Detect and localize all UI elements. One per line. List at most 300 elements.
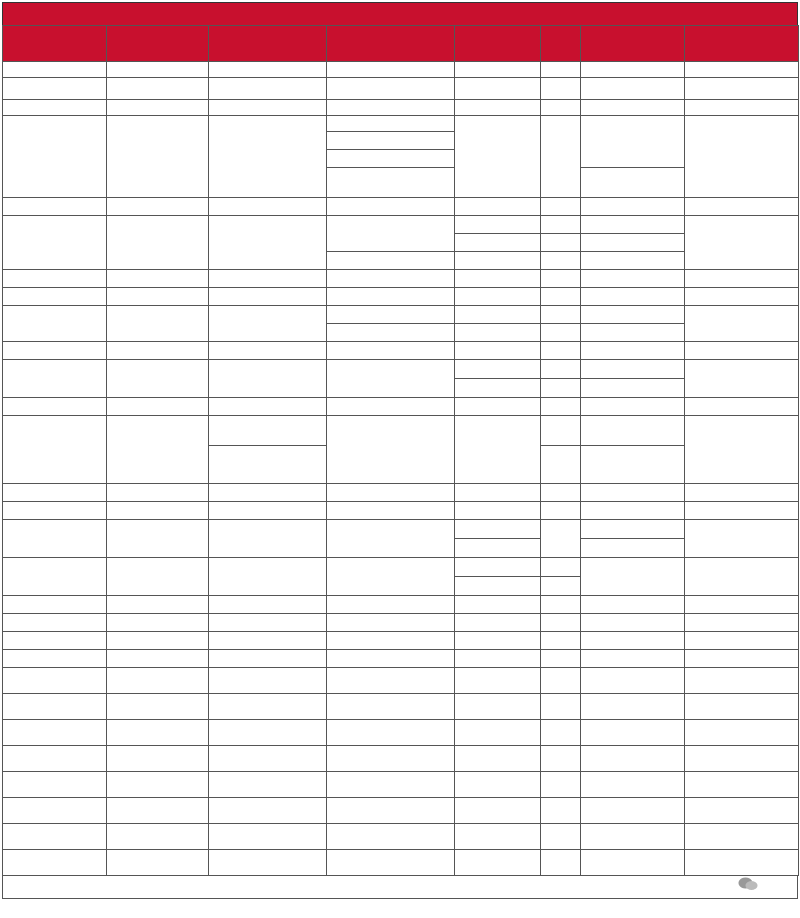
table-row	[3, 116, 799, 132]
header-row	[3, 26, 799, 62]
table-row	[3, 614, 799, 632]
table-row	[3, 78, 799, 100]
table-cell	[107, 416, 209, 484]
table-cell	[209, 484, 327, 502]
table-cell	[455, 398, 541, 416]
table-cell	[327, 694, 455, 720]
table-cell	[3, 484, 107, 502]
table-cell	[107, 824, 209, 850]
table-cell	[3, 798, 107, 824]
col-header	[685, 26, 799, 62]
table-cell	[455, 694, 541, 720]
table-cell	[541, 446, 581, 484]
table-cell	[107, 62, 209, 78]
table-cell	[455, 116, 541, 198]
table-cell	[455, 416, 541, 484]
table-cell	[327, 614, 455, 632]
table-cell	[581, 772, 685, 798]
admission-table	[2, 25, 799, 876]
table-cell	[3, 720, 107, 746]
table-cell	[455, 632, 541, 650]
table-cell	[581, 100, 685, 116]
table-cell	[541, 650, 581, 668]
col-header	[209, 26, 327, 62]
table-cell	[209, 416, 327, 446]
table-cell	[541, 798, 581, 824]
table-cell	[455, 198, 541, 216]
table-cell	[581, 850, 685, 876]
table-cell	[541, 772, 581, 798]
table-cell	[685, 558, 799, 596]
table-row	[3, 668, 799, 694]
table-cell	[455, 824, 541, 850]
table-cell	[541, 234, 581, 252]
table-cell	[327, 324, 455, 342]
table-cell	[685, 520, 799, 558]
table-cell	[3, 288, 107, 306]
table-row	[3, 772, 799, 798]
table-cell	[581, 216, 685, 234]
table-cell	[209, 772, 327, 798]
table-cell	[581, 379, 685, 398]
table-cell	[3, 270, 107, 288]
table-cell	[685, 78, 799, 100]
table-cell	[581, 614, 685, 632]
table-cell	[455, 234, 541, 252]
table-cell	[541, 342, 581, 360]
table-cell	[209, 198, 327, 216]
table-cell	[455, 379, 541, 398]
table-cell	[581, 62, 685, 78]
table-row	[3, 720, 799, 746]
table-cell	[107, 668, 209, 694]
table-cell	[107, 694, 209, 720]
table-cell	[107, 288, 209, 306]
table-cell	[3, 78, 107, 100]
table-cell	[455, 306, 541, 324]
table-cell	[327, 168, 455, 198]
table-cell	[685, 360, 799, 398]
table-cell	[209, 116, 327, 198]
table-cell	[209, 650, 327, 668]
table-cell	[455, 216, 541, 234]
table-cell	[455, 100, 541, 116]
table-cell	[327, 132, 455, 150]
table-cell	[327, 850, 455, 876]
table-row	[3, 416, 799, 446]
table-cell	[581, 398, 685, 416]
table-cell	[541, 116, 581, 198]
table-cell	[581, 446, 685, 484]
table-cell	[541, 270, 581, 288]
table-cell	[209, 360, 327, 398]
table-cell	[541, 596, 581, 614]
table-cell	[327, 198, 455, 216]
table-cell	[581, 324, 685, 342]
table-cell	[581, 798, 685, 824]
table-row	[3, 398, 799, 416]
table-cell	[455, 577, 541, 596]
table-cell	[685, 772, 799, 798]
table-cell	[541, 720, 581, 746]
table-row	[3, 558, 799, 577]
table-cell	[3, 360, 107, 398]
table-cell	[581, 650, 685, 668]
table-cell	[327, 416, 455, 484]
table-cell	[455, 502, 541, 520]
table-cell	[581, 632, 685, 650]
table-cell	[209, 558, 327, 596]
table-cell	[3, 694, 107, 720]
table-cell	[685, 746, 799, 772]
table-row	[3, 694, 799, 720]
table-cell	[209, 270, 327, 288]
table-cell	[685, 416, 799, 484]
table-cell	[541, 62, 581, 78]
table-cell	[581, 288, 685, 306]
table-cell	[581, 694, 685, 720]
table-cell	[107, 632, 209, 650]
table-cell	[581, 746, 685, 772]
table-cell	[3, 100, 107, 116]
table-row	[3, 632, 799, 650]
table-cell	[685, 596, 799, 614]
table-cell	[541, 558, 581, 577]
table-cell	[541, 416, 581, 446]
document-frame	[2, 2, 798, 899]
table-cell	[3, 558, 107, 596]
table-cell	[581, 558, 685, 596]
table-cell	[455, 746, 541, 772]
table-cell	[107, 558, 209, 596]
table-cell	[107, 270, 209, 288]
table-cell	[685, 850, 799, 876]
table-cell	[107, 198, 209, 216]
brand-badge	[734, 876, 774, 892]
col-header	[107, 26, 209, 62]
table-row	[3, 288, 799, 306]
table-cell	[107, 850, 209, 876]
table-cell	[107, 720, 209, 746]
table-cell	[3, 342, 107, 360]
table-cell	[107, 596, 209, 614]
table-cell	[541, 252, 581, 270]
table-cell	[455, 252, 541, 270]
table-cell	[209, 632, 327, 650]
table-cell	[3, 850, 107, 876]
table-cell	[581, 520, 685, 539]
table-cell	[581, 306, 685, 324]
table-cell	[107, 360, 209, 398]
table-cell	[581, 824, 685, 850]
table-cell	[3, 62, 107, 78]
table-cell	[107, 398, 209, 416]
table-cell	[685, 798, 799, 824]
table-cell	[327, 650, 455, 668]
table-cell	[3, 520, 107, 558]
table-cell	[541, 850, 581, 876]
table-cell	[581, 360, 685, 379]
table-cell	[327, 484, 455, 502]
table-row	[3, 62, 799, 78]
col-header	[581, 26, 685, 62]
table-cell	[209, 306, 327, 342]
table-cell	[209, 78, 327, 100]
table-cell	[327, 288, 455, 306]
table-cell	[685, 632, 799, 650]
table-cell	[327, 558, 455, 596]
table-cell	[455, 270, 541, 288]
table-cell	[327, 520, 455, 558]
table-cell	[327, 798, 455, 824]
table-cell	[541, 694, 581, 720]
table-row	[3, 198, 799, 216]
table-cell	[3, 650, 107, 668]
table-cell	[541, 398, 581, 416]
table-cell	[3, 668, 107, 694]
table-cell	[327, 78, 455, 100]
table-cell	[455, 720, 541, 746]
table-row	[3, 520, 799, 539]
table-cell	[107, 116, 209, 198]
table-row	[3, 798, 799, 824]
table-cell	[455, 539, 541, 558]
table-cell	[3, 216, 107, 270]
table-row	[3, 502, 799, 520]
table-cell	[581, 78, 685, 100]
table-cell	[685, 720, 799, 746]
table-cell	[541, 632, 581, 650]
table-cell	[541, 78, 581, 100]
table-cell	[3, 596, 107, 614]
table-cell	[107, 798, 209, 824]
table-cell	[209, 502, 327, 520]
table-cell	[3, 632, 107, 650]
table-cell	[541, 824, 581, 850]
table-cell	[209, 614, 327, 632]
table-cell	[327, 306, 455, 324]
table-row	[3, 216, 799, 234]
table-cell	[581, 342, 685, 360]
table-cell	[685, 502, 799, 520]
table-cell	[541, 324, 581, 342]
table-cell	[107, 772, 209, 798]
table-cell	[581, 234, 685, 252]
footer-note	[2, 876, 798, 899]
table-cell	[455, 798, 541, 824]
table-cell	[685, 342, 799, 360]
table-cell	[3, 198, 107, 216]
table-cell	[581, 270, 685, 288]
table-row	[3, 360, 799, 379]
table-cell	[327, 772, 455, 798]
table-cell	[209, 446, 327, 484]
table-cell	[209, 398, 327, 416]
table-cell	[107, 520, 209, 558]
table-cell	[107, 650, 209, 668]
table-cell	[455, 558, 541, 577]
table-cell	[3, 398, 107, 416]
table-cell	[685, 198, 799, 216]
col-header	[455, 26, 541, 62]
table-cell	[685, 288, 799, 306]
table-cell	[541, 746, 581, 772]
table-cell	[455, 668, 541, 694]
table-cell	[455, 520, 541, 539]
table-row	[3, 484, 799, 502]
table-cell	[581, 116, 685, 168]
table-cell	[209, 850, 327, 876]
table-cell	[3, 824, 107, 850]
table-cell	[455, 324, 541, 342]
table-row	[3, 100, 799, 116]
table-cell	[455, 360, 541, 379]
table-cell	[581, 198, 685, 216]
table-cell	[581, 252, 685, 270]
table-cell	[107, 614, 209, 632]
table-cell	[581, 720, 685, 746]
table-cell	[541, 360, 581, 379]
table-cell	[327, 720, 455, 746]
table-cell	[3, 116, 107, 198]
table-cell	[581, 416, 685, 446]
table-cell	[541, 216, 581, 234]
table-row	[3, 746, 799, 772]
table-cell	[455, 596, 541, 614]
table-cell	[455, 850, 541, 876]
table-cell	[107, 78, 209, 100]
table-cell	[455, 62, 541, 78]
table-cell	[541, 288, 581, 306]
table-cell	[455, 342, 541, 360]
table-cell	[455, 484, 541, 502]
table-cell	[327, 150, 455, 168]
table-cell	[685, 398, 799, 416]
table-cell	[455, 614, 541, 632]
table-row	[3, 850, 799, 876]
table-cell	[581, 168, 685, 198]
table-cell	[3, 502, 107, 520]
table-cell	[209, 694, 327, 720]
table-cell	[107, 502, 209, 520]
table-cell	[209, 342, 327, 360]
table-cell	[685, 824, 799, 850]
table-cell	[3, 306, 107, 342]
table-cell	[455, 288, 541, 306]
table-cell	[455, 78, 541, 100]
table-row	[3, 650, 799, 668]
table-cell	[685, 650, 799, 668]
table-cell	[541, 198, 581, 216]
table-cell	[107, 306, 209, 342]
table-row	[3, 824, 799, 850]
table-cell	[107, 746, 209, 772]
table-cell	[541, 614, 581, 632]
table-cell	[209, 62, 327, 78]
table-cell	[327, 252, 455, 270]
table-cell	[3, 416, 107, 484]
table-cell	[327, 116, 455, 132]
table-cell	[541, 520, 581, 558]
table-cell	[581, 596, 685, 614]
col-header	[541, 26, 581, 62]
table-body	[3, 62, 799, 876]
table-cell	[107, 342, 209, 360]
table-cell	[685, 62, 799, 78]
table-cell	[685, 100, 799, 116]
table-cell	[209, 798, 327, 824]
table-cell	[685, 306, 799, 342]
table-cell	[209, 520, 327, 558]
table-cell	[541, 484, 581, 502]
table-cell	[209, 288, 327, 306]
table-cell	[209, 746, 327, 772]
table-cell	[541, 668, 581, 694]
table-cell	[685, 116, 799, 198]
table-cell	[327, 668, 455, 694]
table-cell	[209, 668, 327, 694]
table-row	[3, 342, 799, 360]
table-cell	[3, 772, 107, 798]
col-header	[327, 26, 455, 62]
table-cell	[685, 614, 799, 632]
table-row	[3, 596, 799, 614]
table-cell	[455, 650, 541, 668]
table-cell	[541, 100, 581, 116]
table-cell	[327, 502, 455, 520]
table-cell	[685, 270, 799, 288]
table-cell	[327, 596, 455, 614]
table-cell	[685, 484, 799, 502]
table-cell	[327, 270, 455, 288]
table-cell	[327, 100, 455, 116]
table-cell	[541, 379, 581, 398]
table-cell	[107, 216, 209, 270]
table-cell	[685, 694, 799, 720]
table-cell	[3, 614, 107, 632]
table-cell	[541, 502, 581, 520]
table-row	[3, 270, 799, 288]
table-cell	[209, 824, 327, 850]
table-cell	[107, 484, 209, 502]
table-row	[3, 306, 799, 324]
table-cell	[581, 502, 685, 520]
table-cell	[685, 216, 799, 270]
table-cell	[209, 596, 327, 614]
table-cell	[327, 62, 455, 78]
table-cell	[327, 632, 455, 650]
table-cell	[581, 668, 685, 694]
table-cell	[455, 772, 541, 798]
table-cell	[541, 577, 581, 596]
wechat-icon	[738, 877, 758, 891]
table-cell	[541, 306, 581, 324]
page-title	[2, 2, 798, 25]
table-cell	[327, 398, 455, 416]
table-cell	[327, 746, 455, 772]
table-cell	[685, 668, 799, 694]
table-cell	[327, 824, 455, 850]
table-cell	[581, 484, 685, 502]
table-cell	[327, 216, 455, 252]
table-cell	[3, 746, 107, 772]
table-cell	[209, 216, 327, 270]
table-cell	[581, 539, 685, 558]
table-cell	[327, 360, 455, 398]
table-cell	[327, 342, 455, 360]
table-cell	[209, 720, 327, 746]
table-cell	[209, 100, 327, 116]
